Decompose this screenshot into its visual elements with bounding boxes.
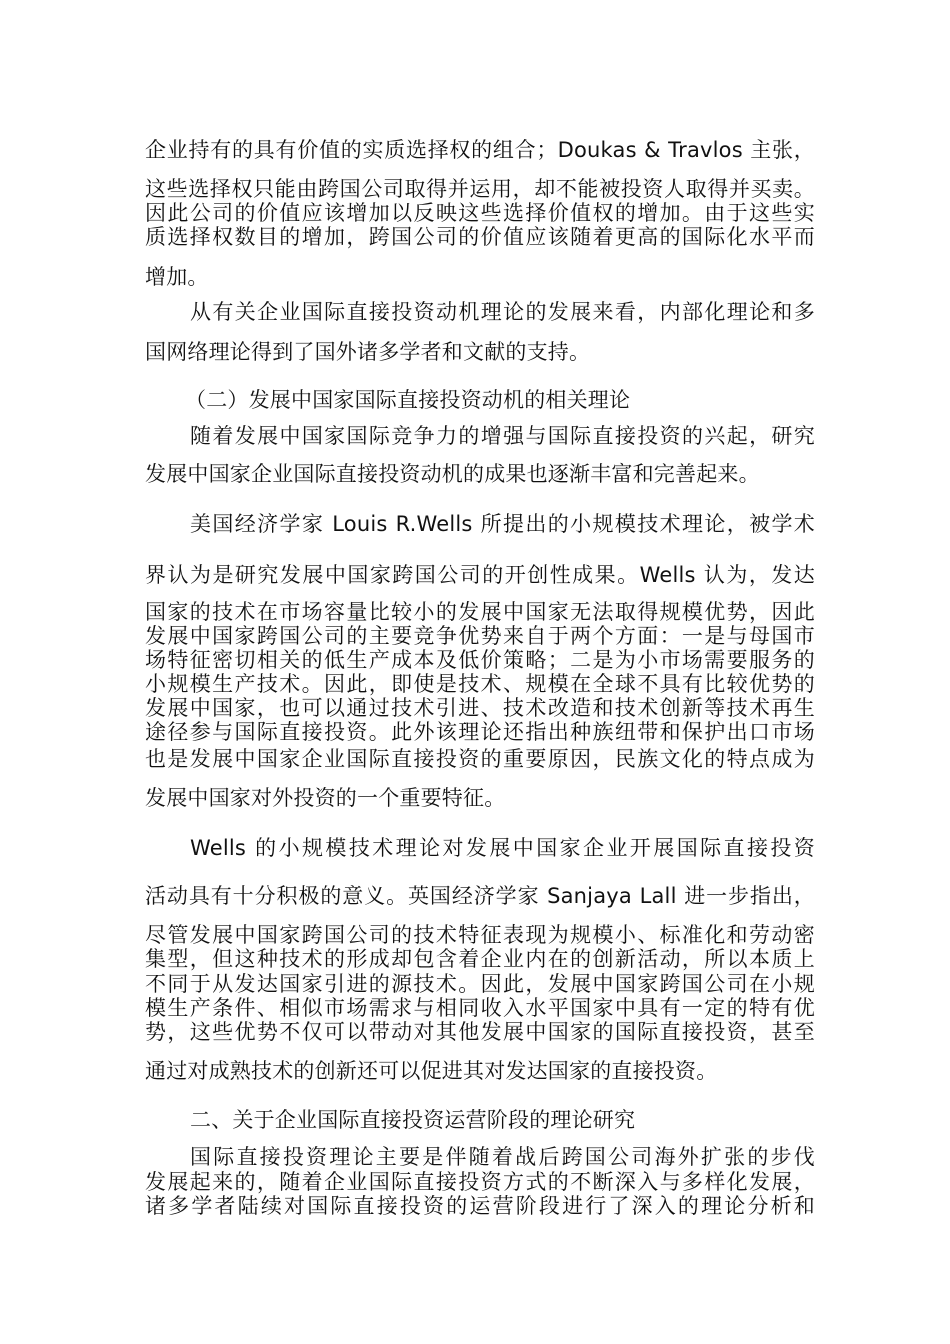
paragraph-6-line-2: 发展起来的，随着企业国际直接投资方式的不断深入与多样化发展，: [145, 1170, 815, 1194]
paragraph-5-line-4: 集型，但这种技术的形成却包含着企业内在的创新活动，所以本质上: [145, 947, 815, 971]
paragraph-3-line-1: 随着发展中国家国际竞争力的增强与国际直接投资的兴起，研究: [190, 424, 815, 448]
paragraph-4-line-6: 小规模生产技术。因此，即使是技术、规模在全球不具有比较优势的: [145, 672, 815, 696]
paragraph-4-line-5: 场特征密切相关的低生产成本及低价策略；二是为小市场需要服务的: [145, 648, 815, 672]
paragraph-1-line-1: 企业持有的具有价值的实质选择权的组合；Doukas & Travlos 主张，: [145, 138, 815, 162]
paragraph-1-line-5: 增加。: [145, 265, 209, 289]
paragraph-4-line-9: 也是发展中国家企业国际直接投资的重要原因，民族文化的特点成为: [145, 747, 815, 771]
paragraph-3-line-2: 发展中国家企业国际直接投资动机的成果也逐渐丰富和完善起来。: [145, 462, 760, 486]
paragraph-2-line-2: 国网络理论得到了国外诸多学者和文献的支持。: [145, 340, 591, 364]
latin-text-run: Wells: [190, 836, 247, 860]
section-heading-developing-countries: （二）发展中国家国际直接投资动机的相关理论: [185, 388, 631, 412]
paragraph-4-line-8: 途径参与国际直接投资。此外该理论还指出种族纽带和保护出口市场: [145, 720, 815, 744]
paragraph-5-line-5: 不同于从发达国家引进的源技术。因此，发展中国家跨国公司在小规: [145, 972, 815, 996]
paragraph-6-line-1: 国际直接投资理论主要是伴随着战后跨国公司海外扩张的步伐: [190, 1145, 815, 1169]
latin-text-run: Sanjaya Lall: [547, 884, 677, 908]
paragraph-1-line-2: 这些选择权只能由跨国公司取得并运用，却不能被投资人取得并买卖。: [145, 177, 815, 201]
paragraph-5-line-1: Wells 的小规模技术理论对发展中国家企业开展国际直接投资: [190, 836, 815, 860]
paragraph-5-line-6: 模生产条件、相似市场需求与相同收入水平国家中具有一定的特有优: [145, 996, 815, 1020]
paragraph-4-line-3: 国家的技术在市场容量比较小的发展中国家无法取得规模优势，因此: [145, 600, 815, 624]
paragraph-2-line-1: 从有关企业国际直接投资动机理论的发展来看，内部化理论和多: [190, 300, 815, 324]
paragraph-4-line-1: 美国经济学家 Louis R.Wells 所提出的小规模技术理论，被学术: [190, 512, 815, 536]
paragraph-1-line-4: 质选择权数目的增加，跨国公司的价值应该随着更高的国际化水平而: [145, 225, 815, 249]
paragraph-4-line-2: 界认为是研究发展中国家跨国公司的开创性成果。Wells 认为，发达: [145, 563, 815, 587]
paragraph-1-line-3: 因此公司的价值应该增加以反映这些选择价值权的增加。由于这些实: [145, 201, 815, 225]
section-heading-operation-stage: 二、关于企业国际直接投资运营阶段的理论研究: [190, 1108, 636, 1132]
paragraph-5-line-3: 尽管发展中国家跨国公司的技术特征表现为规模小、标准化和劳动密: [145, 923, 815, 947]
paragraph-5-line-7: 势，这些优势不仅可以带动对其他发展中国家的国际直接投资，甚至: [145, 1020, 815, 1044]
paragraph-6-line-3: 诸多学者陆续对国际直接投资的运营阶段进行了深入的理论分析和: [145, 1194, 815, 1218]
latin-text-run: Doukas & Travlos: [557, 138, 743, 162]
paragraph-4-line-10: 发展中国家对外投资的一个重要特征。: [145, 786, 506, 810]
paragraph-5-line-8: 通过对成熟技术的创新还可以促进其对发达国家的直接投资。: [145, 1059, 718, 1083]
paragraph-4-line-4: 发展中国家跨国公司的主要竞争优势来自于两个方面：一是与母国市: [145, 624, 815, 648]
paragraph-4-line-7: 发展中国家，也可以通过技术引进、技术改造和技术创新等技术再生: [145, 696, 815, 720]
latin-text-run: Wells: [639, 563, 696, 587]
latin-text-run: Louis R.Wells: [332, 512, 473, 536]
paragraph-5-line-2: 活动具有十分积极的意义。英国经济学家 Sanjaya Lall 进一步指出，: [145, 884, 815, 908]
